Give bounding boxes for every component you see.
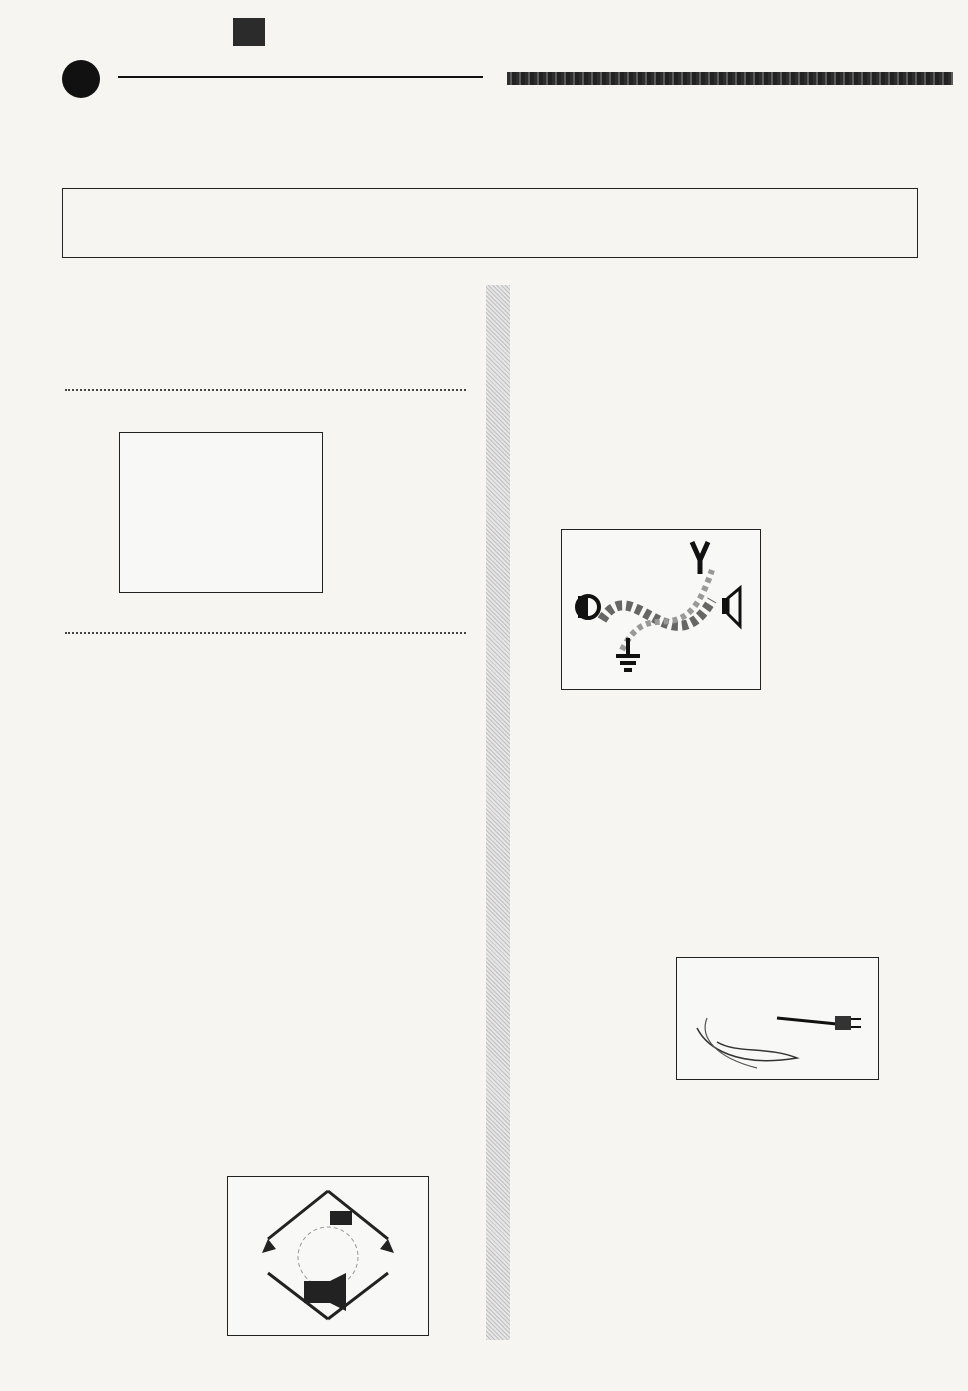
header-rule: [118, 76, 483, 78]
supplement-item: [62, 379, 468, 395]
speaker-icon: [304, 1281, 330, 1303]
divers-logo: [676, 957, 879, 1080]
audio-logo-art: [562, 530, 759, 688]
measurement-logo: [227, 1176, 429, 1336]
antenna-icon: [692, 542, 708, 574]
column-header: [62, 622, 468, 638]
measurement-logo-art: [228, 1177, 427, 1334]
divers-logo-art: [677, 958, 877, 1078]
plug-icon: [835, 1016, 861, 1030]
intro-note: [62, 188, 918, 258]
dot-leader: [65, 632, 466, 634]
hg89-logo: [119, 432, 323, 593]
title-band: [507, 72, 953, 85]
ground-icon: [616, 638, 640, 670]
microphone-icon: [577, 596, 599, 618]
supplement-heading: [62, 362, 468, 379]
audio-logo: [561, 529, 761, 690]
column-divider: [486, 285, 510, 1340]
hg89-logo-art: [120, 433, 321, 591]
meter-icon: [330, 1211, 352, 1225]
dot-leader: [65, 389, 466, 391]
page-title: [508, 102, 948, 182]
section-dot-icon: [62, 60, 100, 98]
loudspeaker-icon: [722, 588, 740, 626]
supplement-block: [62, 362, 468, 395]
page-number-badge: [233, 18, 265, 46]
